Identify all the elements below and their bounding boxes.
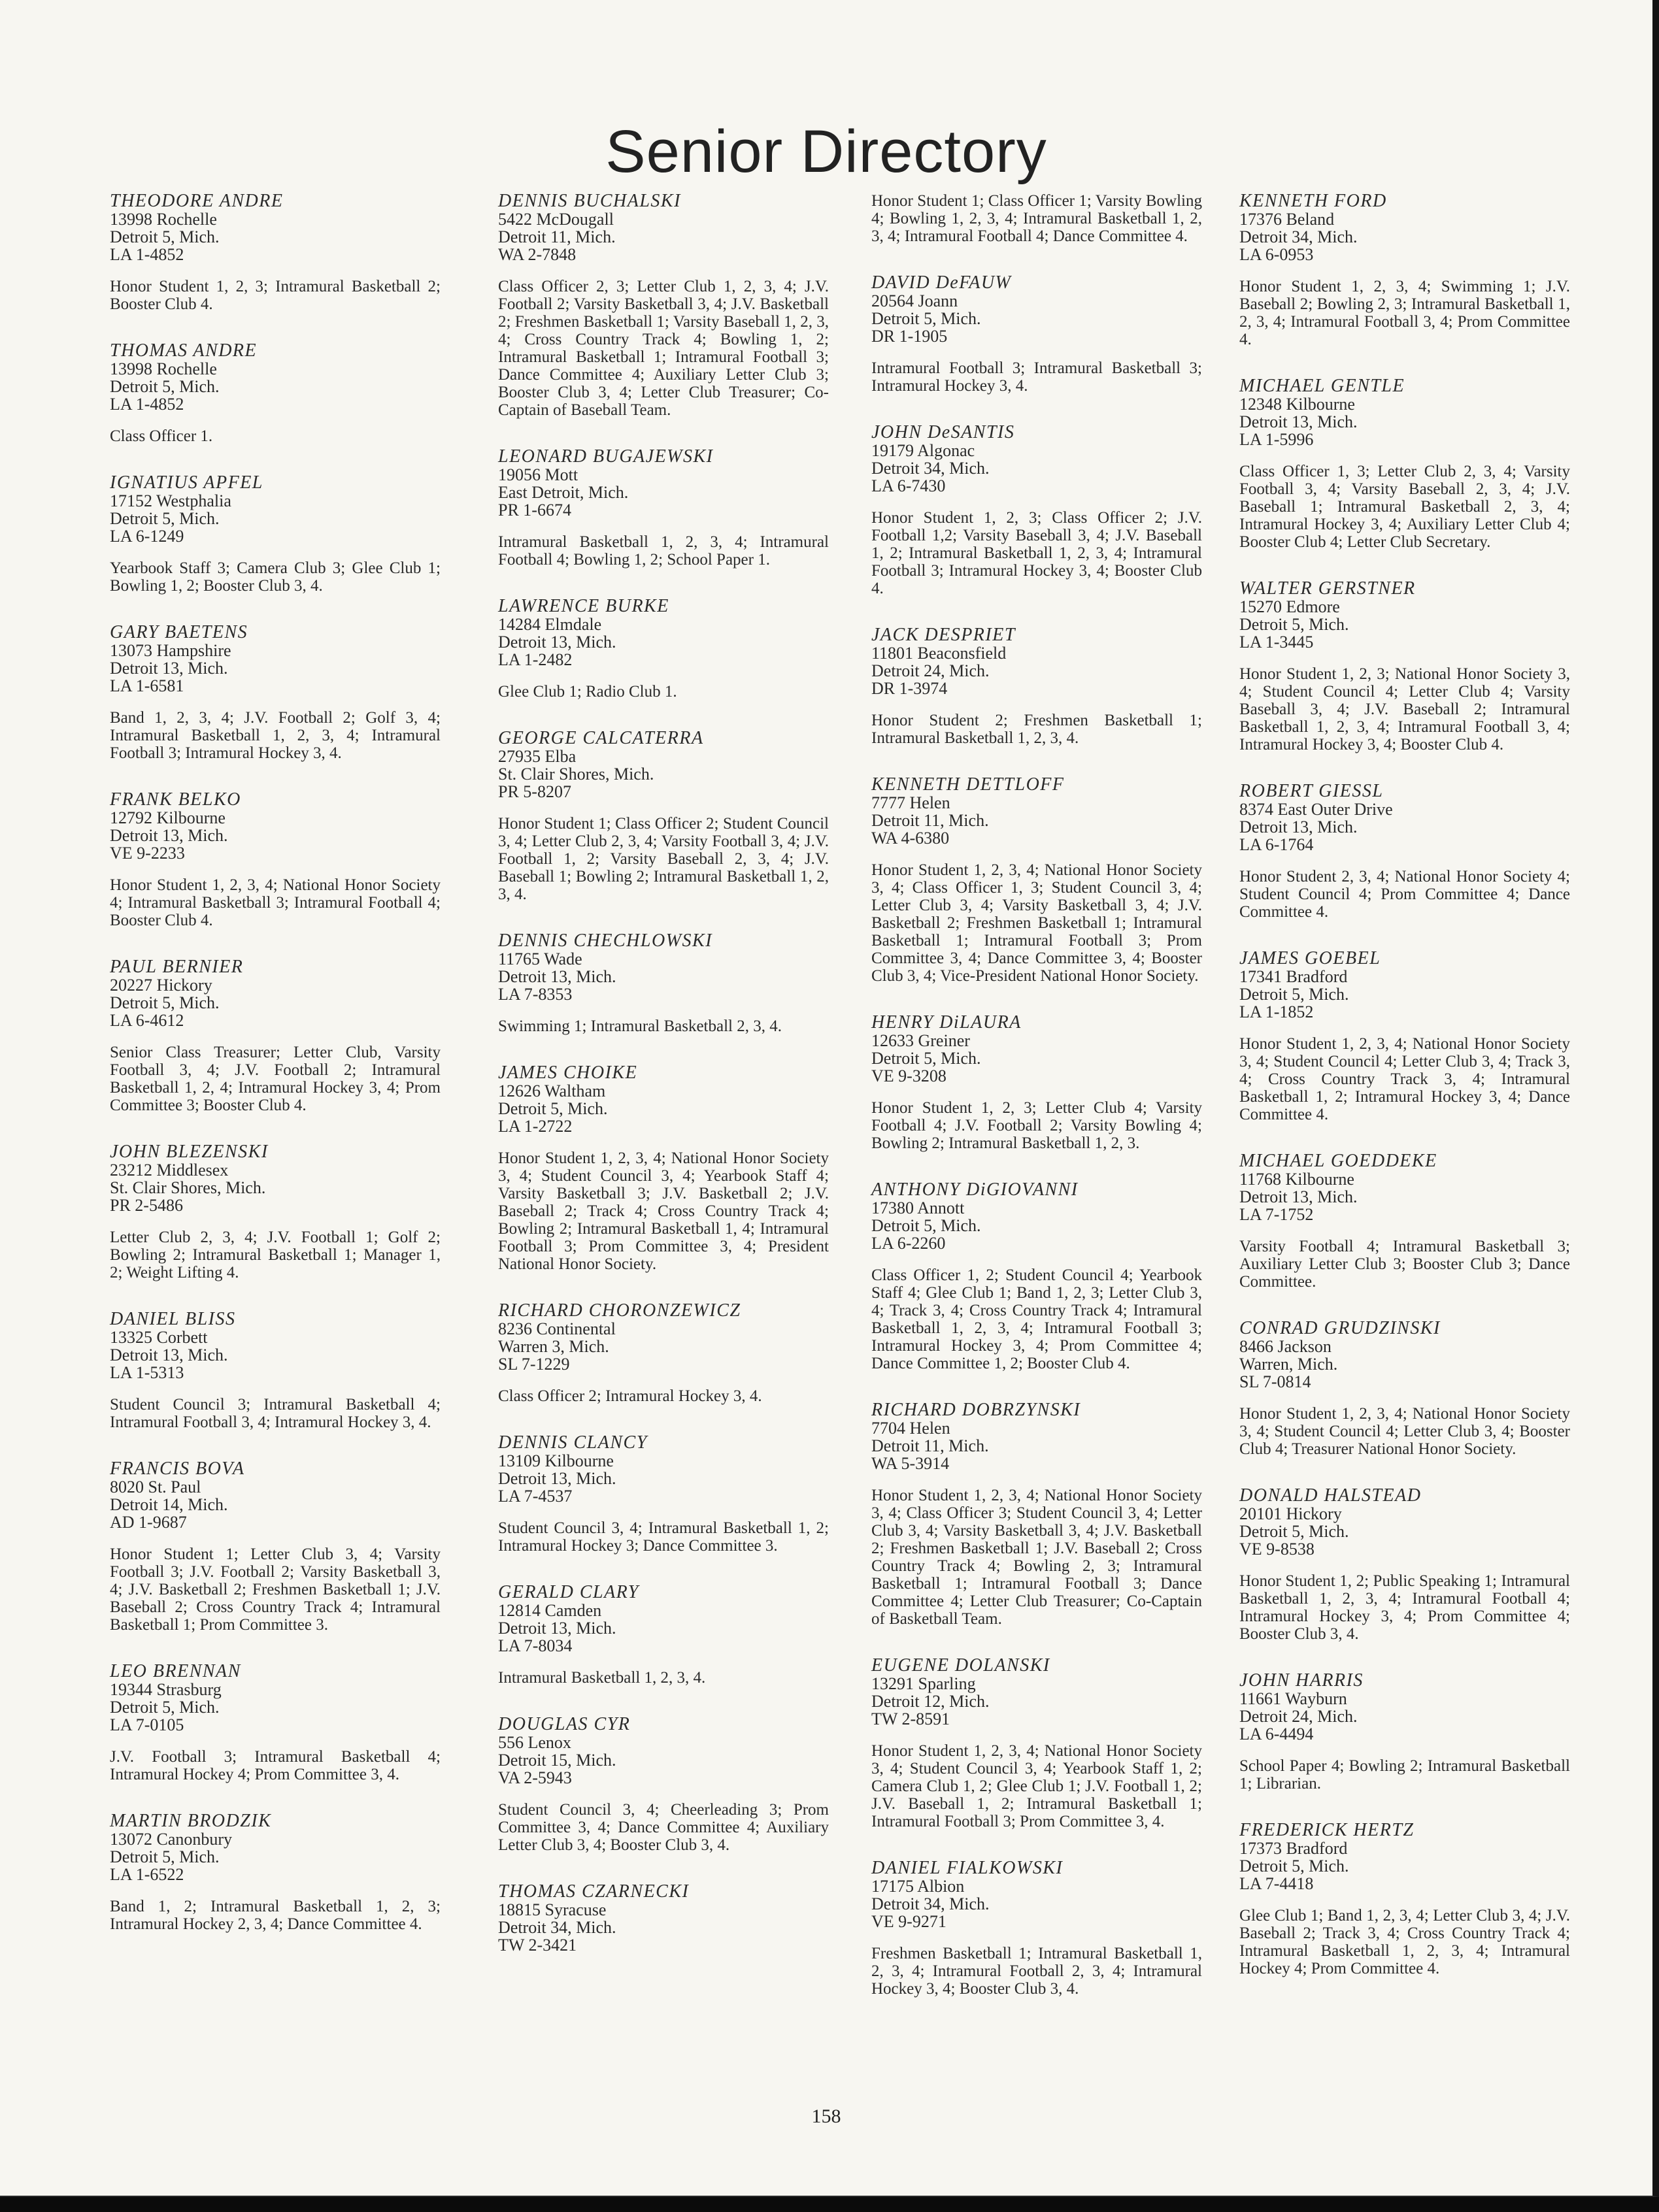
activities-text: Varsity Football 4; Intramural Basketball 3; Auxiliary Letter Club 3; Booster Club 3; Dance Committee. [1239,1238,1570,1291]
address-line: 13072 Canonbury [110,1830,233,1849]
student-name: GARY BAETENS [110,622,248,642]
phone-number: LA 1-1852 [1239,1002,1314,1021]
student-name: LAWRENCE BURKE [498,596,669,616]
phone-number: LA 1-2722 [498,1117,573,1136]
address-line: 8020 St. Paul [110,1477,201,1496]
address-line: Detroit 13, Mich. [498,1469,616,1488]
activities-text: Honor Student 1, 2, 3; Letter Club 4; Varsity Football 4; J.V. Football 2; Varsity Bowling 4; Bowling 2; Intramural Basketball 1, 2, 3. [871,1099,1202,1152]
phone-number: LA 6-4612 [110,1011,184,1030]
address-line: Detroit 5, Mich. [110,509,220,528]
address-line: 19344 Strasburg [110,1680,222,1699]
address-line: Detroit 5, Mich. [110,993,220,1012]
address-line: 11661 Wayburn [1239,1689,1347,1708]
activities-text: Class Officer 2, 3; Letter Club 1, 2, 3, 4; J.V. Football 2; Varsity Basketball 3, 4; J.V. Basketball 2; Freshmen Basketball 1; Varsity Baseball 1, 2, 3, 4; Cross Country Track 4; Bowling 1, 2; Intramural Basketball 1; Intramural Football 3; Dance Committee 4; Auxiliary Letter Club 3; Booster Club 3, 4; Letter Club Treasurer; Co-Captain of Baseball Team. [498,278,829,419]
address-line: Detroit 11, Mich. [871,1436,989,1455]
phone-number: LA 1-4852 [110,395,184,414]
address-line: 20101 Hickory [1239,1504,1342,1523]
directory-entry [871,423,1202,597]
address-line: Detroit 12, Mich. [871,1692,990,1711]
activities-text: Honor Student 1, 2, 3, 4; National Honor Society 3, 4; Student Council 3, 4; Yearbook Staff 4; Varsity Basketball 3; J.V. Basketball 2; J.V. Baseball 2; Track 4; Cross Country Track 4; Bowling 2; Intramural Basketball 1, 4; Intramural Football 3; Prom Committee 3, 4; President National Honor Society. [498,1149,829,1273]
address-line: Detroit 13, Mich. [498,633,616,652]
directory-entry [498,1715,829,1854]
phone-number: LA 7-8034 [498,1636,573,1655]
student-name: DAVID DeFAUW [871,272,1012,293]
student-name: DENNIS BUCHALSKI [498,191,681,211]
address-line: Warren, Mich. [1239,1355,1338,1374]
student-name: IGNATIUS APFEL [110,472,263,493]
address-line: 556 Lenox [498,1733,571,1752]
student-name: MICHAEL GENTLE [1239,376,1405,396]
address-line: 17175 Albion [871,1877,965,1896]
directory-entry [110,192,441,313]
student-name: FRANCIS BOVA [110,1459,245,1479]
student-name: JAMES GOEBEL [1239,948,1381,968]
directory-entry [871,192,1202,245]
student-name: LEO BRENNAN [110,1661,241,1681]
address-line: Detroit 13, Mich. [110,826,228,845]
address-line: 11768 Kilbourne [1239,1170,1354,1189]
student-name: KENNETH DETTLOFF [871,774,1065,795]
student-name: RICHARD DOBRZYNSKI [871,1400,1081,1420]
address-line: 17380 Annott [871,1198,965,1217]
directory-entry [110,474,441,595]
activities-text: Honor Student 1, 2, 3, 4; Swimming 1; J.V. Baseball 2; Bowling 2, 3; Intramural Basketball 1, 2, 3, 4; Intramural Football 3, 4; Prom Committee 4. [1239,278,1570,348]
directory-entry [871,626,1202,747]
address-line: Detroit 34, Mich. [1239,227,1358,246]
directory-entry [1239,580,1570,753]
phone-number: LA 6-7430 [871,476,946,495]
activities-text: Honor Student 2; Freshmen Basketball 1; Intramural Basketball 1, 2, 3, 4. [871,712,1202,747]
phone-number: PR 5-8207 [498,782,571,801]
directory-entry [498,1434,829,1555]
activities-text: Intramural Football 3; Intramural Basketball 3; Intramural Hockey 3, 4. [871,359,1202,395]
directory-entry [871,1657,1202,1830]
student-name: DENNIS CHECHLOWSKI [498,931,713,951]
phone-number: LA 1-3445 [1239,633,1314,652]
address-line: 19179 Algonac [871,441,975,460]
student-name: THEODORE ANDRE [110,191,284,211]
phone-number: TW 2-3421 [498,1936,577,1955]
directory-entry [1239,1319,1570,1458]
directory-entry [1239,1487,1570,1643]
activities-text: Intramural Basketball 1, 2, 3, 4. [498,1669,706,1687]
address-line: 18815 Syracuse [498,1900,607,1919]
address-line: 19056 Mott [498,465,578,484]
phone-number: LA 6-0953 [1239,245,1314,264]
activities-text: Honor Student 1; Letter Club 3, 4; Varsity Football 3; J.V. Football 2; Varsity Basketball 3, 4; J.V. Basketball 2; Freshmen Basketball 1; J.V. Baseball 2; Cross Country Track 4; Intramural Basketball 1; Prom Committee 3. [110,1545,441,1634]
student-name: PAUL BERNIER [110,957,244,977]
student-name: RICHARD CHORONZEWICZ [498,1300,741,1321]
student-name: JOHN HARRIS [1239,1670,1364,1691]
address-line: Detroit 5, Mich. [110,1847,220,1866]
activities-text: Honor Student 1; Class Officer 2; Student Council 3, 4; Letter Club 2, 3, 4; Varsity Football 3, 4; J.V. Football 1, 2; Varsity Baseball 2, 3, 4; J.V. Baseball 1; Bowling 2; Intramural Basketball 1, 2, 3, 4. [498,815,829,903]
activities-text: Honor Student 1, 2, 3, 4; National Honor Society 3, 4; Student Council 4; Letter Club 3, 4; Booster Club 4; Treasurer National Honor Society. [1239,1405,1570,1458]
directory-entry [110,1662,441,1783]
activities-text: Class Officer 1. [110,427,213,445]
address-line: Detroit 5, Mich. [498,1099,608,1118]
phone-number: TW 2-8591 [871,1709,950,1728]
directory-entry [871,1401,1202,1628]
directory-entry [871,274,1202,395]
activities-text: Honor Student 1, 2; Public Speaking 1; Intramural Basketball 1, 2, 3, 4; Intramural Football 4; Intramural Hockey 3, 4; Prom Committee 4; Booster Club 3, 4. [1239,1572,1570,1643]
phone-number: LA 7-4537 [498,1487,573,1506]
address-line: 14284 Elmdale [498,615,602,634]
address-line: 15270 Edmore [1239,597,1340,616]
student-name: JOHN DeSANTIS [871,422,1015,442]
directory-entry [1239,1152,1570,1291]
address-line: 8466 Jackson [1239,1337,1332,1356]
student-name: DOUGLAS CYR [498,1714,631,1734]
directory-entry [871,1859,1202,1998]
directory-entry [498,932,829,1035]
phone-number: LA 6-1764 [1239,835,1314,854]
address-line: 11765 Wade [498,949,582,968]
phone-number: VE 9-2233 [110,844,185,863]
phone-number: LA 1-5996 [1239,430,1314,449]
address-line: 12633 Greiner [871,1031,970,1050]
address-line: 13109 Kilbourne [498,1451,614,1470]
activities-text: Class Officer 1, 3; Letter Club 2, 3, 4; Varsity Football 3, 4; Varsity Baseball 2, 3, 4; J.V. Baseball 1; Intramural Basketball 2, 3, 4; Intramural Hockey 3, 4; Auxiliary Letter Club 4; Booster Club 4; Letter Club Secretary. [1239,463,1570,551]
directory-entry [110,958,441,1114]
phone-number: LA 6-4494 [1239,1725,1314,1743]
address-line: 13325 Corbett [110,1328,208,1347]
directory-entry [498,448,829,569]
address-line: Warren 3, Mich. [498,1337,609,1356]
address-line: 12626 Waltham [498,1081,606,1100]
directory-entry [498,729,829,903]
activities-text: Honor Student 1; Class Officer 1; Varsity Bowling 4; Bowling 1, 2, 3, 4; Intramural Basketball 1, 2, 3, 4; Intramural Football 4; Dance Committee 4. [871,192,1202,245]
directory-entry [498,597,829,701]
phone-number: VE 9-9271 [871,1912,947,1931]
student-name: THOMAS ANDRE [110,340,258,361]
address-line: Detroit 34, Mich. [498,1918,616,1937]
phone-number: VE 9-8538 [1239,1540,1315,1559]
directory-entry [498,192,829,419]
phone-number: DR 1-1905 [871,327,948,346]
address-line: Detroit 5, Mich. [1239,985,1349,1004]
address-line: 7704 Helen [871,1419,950,1438]
activities-text: Yearbook Staff 3; Camera Club 3; Glee Club 1; Bowling 1, 2; Booster Club 3, 4. [110,559,441,595]
address-line: Detroit 5, Mich. [1239,1522,1349,1541]
activities-text: Swimming 1; Intramural Basketball 2, 3, 4. [498,1017,782,1035]
directory-entry [871,1181,1202,1372]
address-line: 7777 Helen [871,793,950,812]
activities-text: Freshmen Basketball 1; Intramural Basketball 1, 2, 3, 4; Intramural Football 2, 3, 4; Intramural Hockey 3, 4; Booster Club 3, 4. [871,1945,1202,1998]
address-line: 20227 Hickory [110,976,212,995]
address-line: Detroit 5, Mich. [1239,615,1349,634]
address-line: Detroit 5, Mich. [110,227,220,246]
phone-number: LA 6-1249 [110,527,184,546]
address-line: 17152 Westphalia [110,491,231,510]
phone-number: LA 7-0105 [110,1715,184,1734]
activities-text: J.V. Football 3; Intramural Basketball 4; Intramural Hockey 4; Prom Committee 3, 4. [110,1748,441,1783]
address-line: 17373 Bradford [1239,1839,1348,1858]
student-name: DANIEL FIALKOWSKI [871,1858,1064,1878]
address-line: Detroit 24, Mich. [1239,1707,1358,1726]
address-line: 17376 Beland [1239,210,1335,229]
address-line: Detroit 11, Mich. [498,227,616,246]
activities-text: Class Officer 2; Intramural Hockey 3, 4. [498,1387,762,1405]
address-line: 12348 Kilbourne [1239,395,1355,414]
student-name: HENRY DiLAURA [871,1012,1022,1032]
directory-entry [110,1143,441,1281]
student-name: JACK DESPRIET [871,625,1016,645]
phone-number: LA 1-6581 [110,676,184,695]
address-line: Detroit 34, Mich. [871,459,990,478]
directory-column-1 [110,192,441,1962]
student-name: CONRAD GRUDZINSKI [1239,1318,1441,1338]
activities-text: Honor Student 1, 2, 3, 4; National Honor Society 3, 4; Class Officer 3; Student Council 3, 4; Letter Club 3, 4; Varsity Basketball 3, 4; J.V. Basketball 2; Freshmen Basketball 1; J.V. Baseball 2; Cross Country Track 4; Bowling 2, 3; Intramural Basketball 1; Intramural Football 3; Dance Committee 4; Letter Club Treasurer; Co-Captain of Basketball Team. [871,1487,1202,1628]
phone-number: WA 2-7848 [498,245,577,264]
address-line: 12814 Camden [498,1601,602,1620]
student-name: LEONARD BUGAJEWSKI [498,446,714,467]
address-line: Detroit 13, Mich. [1239,412,1358,431]
address-line: 17341 Bradford [1239,967,1348,986]
phone-number: LA 1-2482 [498,650,573,669]
address-line: 12792 Kilbourne [110,808,226,827]
address-line: 13073 Hampshire [110,641,231,660]
phone-number: LA 7-4418 [1239,1874,1314,1893]
phone-number: AD 1-9687 [110,1513,187,1532]
activities-text: Honor Student 1, 2, 3, 4; National Honor Society 3, 4; Student Council 4; Letter Club 3, 4; Track 3, 4; Cross Country Track 3, 4; Intramural Basketball 1, 2; Intramural Hockey 3, 4; Dance Committee 4. [1239,1035,1570,1123]
address-line: Detroit 5, Mich. [110,377,220,396]
address-line: 11801 Beaconsfield [871,644,1007,663]
address-line: Detroit 5, Mich. [871,309,981,328]
activities-text: Honor Student 1, 2, 3, 4; National Honor Society 3, 4; Class Officer 1, 3; Student Council 3, 4; Letter Club 3, 4; Varsity Basketball 3, 4; J.V. Basketball 2; Freshmen Basketball 1; Intramural Basketball 1; Intramural Football 3; Prom Committee 3, 4; Dance Committee 3, 4; Booster Club 3, 4; Vice-President National Honor Society. [871,861,1202,985]
activities-text: Glee Club 1; Radio Club 1. [498,683,677,701]
student-name: WALTER GERSTNER [1239,578,1416,599]
activities-text: Letter Club 2, 3, 4; J.V. Football 1; Golf 2; Bowling 2; Intramural Basketball 1; Manager 1, 2; Weight Lifting 4. [110,1229,441,1281]
address-line: 8374 East Outer Drive [1239,800,1393,819]
address-line: Detroit 14, Mich. [110,1495,228,1514]
address-line: St. Clair Shores, Mich. [498,765,654,784]
phone-number: SL 7-0814 [1239,1372,1311,1391]
page-title: Senior Directory [605,118,1047,185]
directory-entry [110,342,441,445]
directory-entry [110,791,441,929]
address-line: 13291 Sparling [871,1674,976,1693]
phone-number: WA 4-6380 [871,829,950,848]
address-line: 13998 Rochelle [110,359,217,378]
activities-text: Senior Class Treasurer; Letter Club, Varsity Football 3, 4; J.V. Football 2; Intramural Basketball 1, 2, 4; Intramural Hockey 3, 4; Prom Committee 3; Booster Club 4. [110,1044,441,1114]
directory-column-4 [1239,192,1570,2006]
address-line: Detroit 24, Mich. [871,661,990,680]
address-line: Detroit 5, Mich. [871,1216,981,1235]
address-line: 13998 Rochelle [110,210,217,229]
directory-entry [871,776,1202,985]
address-line: Detroit 15, Mich. [498,1751,616,1770]
student-name: EUGENE DOLANSKI [871,1655,1050,1676]
student-name: ROBERT GIESSL [1239,781,1384,801]
address-line: Detroit 34, Mich. [871,1894,990,1913]
student-name: JAMES CHOIKE [498,1063,638,1083]
phone-number: LA 6-2260 [871,1234,946,1253]
address-line: Detroit 13, Mich. [498,1619,616,1638]
student-name: GERALD CLARY [498,1582,639,1602]
student-name: KENNETH FORD [1239,191,1387,211]
student-name: MICHAEL GOEDDEKE [1239,1151,1437,1171]
phone-number: SL 7-1229 [498,1355,570,1374]
phone-number: WA 5-3914 [871,1454,950,1473]
activities-text: Student Council 3, 4; Intramural Basketball 1, 2; Intramural Hockey 3; Dance Committee 3. [498,1519,829,1555]
directory-entry [498,1583,829,1687]
directory-entry [871,1014,1202,1152]
student-name: ANTHONY DiGIOVANNI [871,1180,1079,1200]
student-name: DONALD HALSTEAD [1239,1485,1422,1506]
phone-number: VA 2-5943 [498,1768,572,1787]
activities-text: Honor Student 1, 2, 3, 4; National Honor Society 3, 4; Student Council 3, 4; Yearbook Staff 1, 2; Camera Club 1, 2; Glee Club 1; J.V. Football 1, 2; J.V. Baseball 1, 2; Intramural Basketball 1; Intramural Football 3; Prom Committee 3, 4. [871,1742,1202,1830]
directory-entry [498,1064,829,1273]
directory-entry [1239,949,1570,1123]
directory-entry [498,1883,829,1954]
address-line: St. Clair Shores, Mich. [110,1178,266,1197]
phone-number: LA 7-1752 [1239,1205,1314,1224]
directory-entry [1239,782,1570,921]
activities-text: Student Council 3; Intramural Basketball 4; Intramural Football 3, 4; Intramural Hockey 3, 4. [110,1396,441,1431]
directory-entry [1239,1672,1570,1792]
activities-text: Band 1, 2; Intramural Basketball 1, 2, 3; Intramural Hockey 2, 3, 4; Dance Committee 4. [110,1898,441,1933]
directory-entry [498,1302,829,1405]
activities-text: Honor Student 1, 2, 3; National Honor Society 3, 4; Student Council 4; Letter Club 4; Varsity Baseball 3, 4; J.V. Baseball 2; Intramural Basketball 1, 2, 3, 4; Intramural Football 3, 4; Intramural Hockey 3, 4; Booster Club 4. [1239,665,1570,753]
address-line: Detroit 5, Mich. [1239,1857,1349,1875]
address-line: 8236 Continental [498,1319,616,1338]
student-name: MARTIN BRODZIK [110,1811,272,1831]
directory-column-2 [498,192,829,1983]
directory-entry [1239,192,1570,348]
student-name: DANIEL BLISS [110,1309,236,1329]
activities-text: Band 1, 2, 3, 4; J.V. Football 2; Golf 3, 4; Intramural Basketball 1, 2, 3, 4; Intramural Football 3; Intramural Hockey 3, 4. [110,709,441,762]
phone-number: LA 1-6522 [110,1865,184,1884]
activities-text: Glee Club 1; Band 1, 2, 3, 4; Letter Club 3, 4; J.V. Baseball 2; Track 3, 4; Cross Country Track 4; Intramural Basketball 1, 2, 3, 4; Intramural Hockey 4; Prom Committee 4. [1239,1907,1570,1977]
address-line: Detroit 11, Mich. [871,811,989,830]
phone-number: VE 9-3208 [871,1066,947,1085]
phone-number: LA 7-8353 [498,985,573,1004]
student-name: THOMAS CZARNECKI [498,1881,690,1902]
page-number: 158 [811,2105,841,2127]
address-line: Detroit 13, Mich. [1239,1187,1358,1206]
directory-entry [1239,1821,1570,1977]
address-line: 23212 Middlesex [110,1161,229,1180]
phone-number: DR 1-3974 [871,679,948,698]
activities-text: Intramural Basketball 1, 2, 3, 4; Intramural Football 4; Bowling 1, 2; School Paper 1. [498,533,829,569]
student-name: GEORGE CALCATERRA [498,728,704,748]
activities-text: Honor Student 1, 2, 3, 4; National Honor Society 4; Intramural Basketball 3; Intramural Football 4; Booster Club 4. [110,876,441,929]
address-line: 27935 Elba [498,747,577,766]
activities-text: Honor Student 1, 2, 3; Intramural Basketball 2; Booster Club 4. [110,278,441,313]
directory-entry [110,1460,441,1634]
student-name: DENNIS CLANCY [498,1432,648,1453]
address-line: Detroit 13, Mich. [110,659,228,678]
address-line: Detroit 13, Mich. [498,967,616,986]
directory-column-3 [871,192,1202,2026]
activities-text: School Paper 4; Bowling 2; Intramural Basketball 1; Librarian. [1239,1757,1570,1792]
student-name: JOHN BLEZENSKI [110,1142,269,1162]
address-line: Detroit 5, Mich. [110,1698,220,1717]
address-line: Detroit 13, Mich. [110,1345,228,1364]
directory-entry [110,623,441,762]
phone-number: PR 2-5486 [110,1196,183,1215]
phone-number: LA 1-5313 [110,1363,184,1382]
phone-number: LA 1-4852 [110,245,184,264]
student-name: FRANK BELKO [110,789,241,810]
activities-text: Class Officer 1, 2; Student Council 4; Yearbook Staff 4; Glee Club 1; Band 1, 2, 3; Letter Club 3, 4; Track 3, 4; Cross Country Track 4; Intramural Basketball 1, 2, 3, 4; Intramural Football 3; Intramural Hockey 3, 4; Prom Committee 4; Dance Committee 1, 2; Booster Club 4. [871,1266,1202,1372]
student-name: FREDERICK HERTZ [1239,1820,1415,1840]
activities-text: Student Council 3, 4; Cheerleading 3; Prom Committee 3, 4; Dance Committee 4; Auxiliary Letter Club 3, 4; Booster Club 3, 4. [498,1801,829,1854]
directory-entry [1239,377,1570,551]
activities-text: Honor Student 2, 3, 4; National Honor Society 4; Student Council 4; Prom Committee 4; Dance Committee 4. [1239,868,1570,921]
address-line: 5422 McDougall [498,210,614,229]
address-line: 20564 Joann [871,291,958,310]
phone-number: PR 1-6674 [498,501,571,520]
directory-entry [110,1812,441,1933]
activities-text: Honor Student 1, 2, 3; Class Officer 2; J.V. Football 1,2; Varsity Baseball 3, 4; J.V. Baseball 1, 2; Intramural Basketball 1, 2, 3, 4; Intramural Football 3; Intramural Hockey 3, 4; Booster Club 4. [871,509,1202,597]
address-line: East Detroit, Mich. [498,483,629,502]
address-line: Detroit 13, Mich. [1239,817,1358,836]
directory-entry [110,1310,441,1431]
address-line: Detroit 5, Mich. [871,1049,981,1068]
